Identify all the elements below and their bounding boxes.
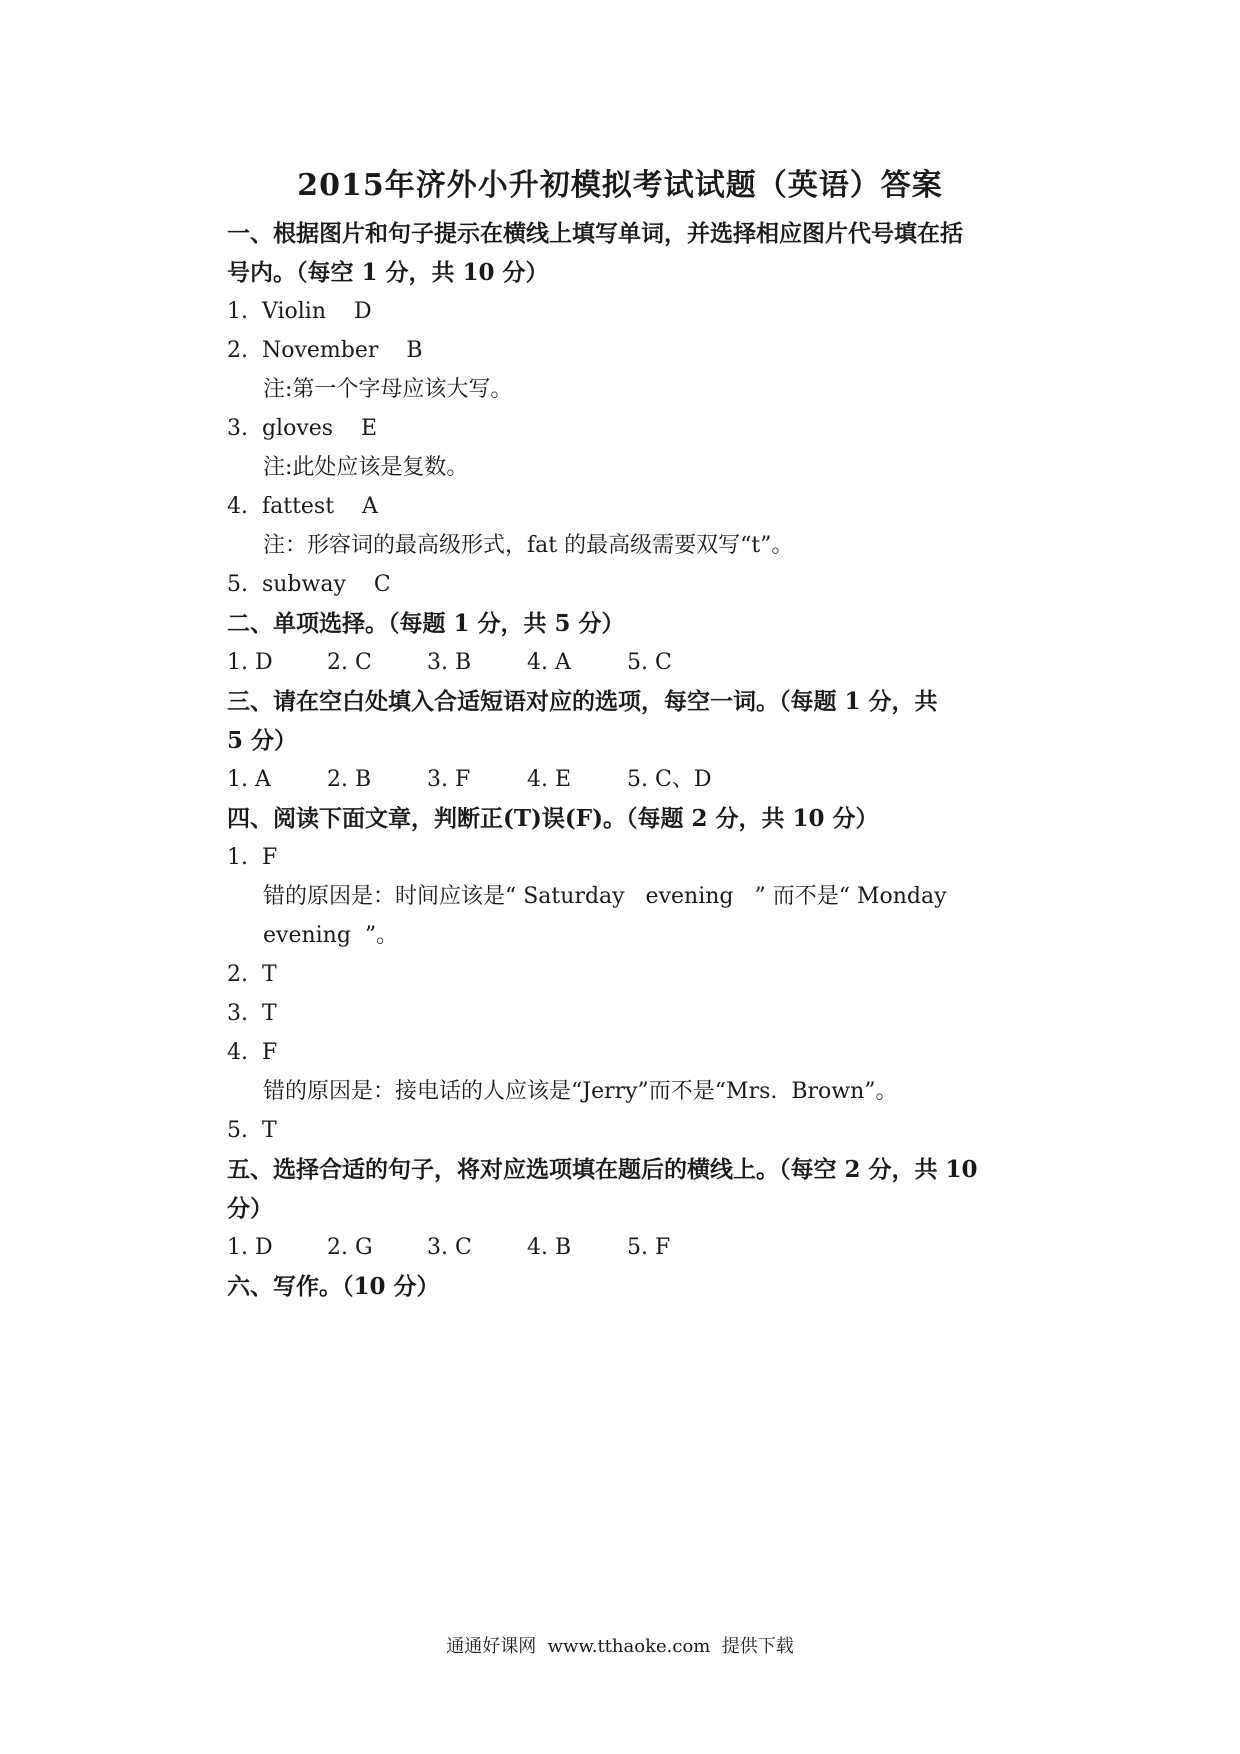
section-2-answer-4: 4. A xyxy=(527,650,571,675)
section-1-item-4: 4. fattest A xyxy=(227,494,378,519)
page-title: 2015年济外小升初模拟考试试题（英语）答案 xyxy=(297,168,943,203)
section-1-item-5: 5. subway C xyxy=(227,572,391,597)
section-3-answers xyxy=(227,760,997,799)
section-3-heading-line-1: 三、请在空白处填入合适短语对应的选项，每空一词。（每题 1 分，共 xyxy=(227,688,938,715)
section-5-heading-line-2: 分） xyxy=(227,1195,273,1222)
section-4-item-1: 1. F xyxy=(227,845,278,870)
section-1-heading-line-2: 号内。（每空 1 分，共 10 分） xyxy=(227,259,549,286)
section-4-item-4: 4. F xyxy=(227,1040,278,1065)
section-2-answer-1: 1. D xyxy=(227,650,273,675)
section-4-item-1-note-line-1: 错的原因是：时间应该是“ Saturday evening ” 而不是“ Monday xyxy=(263,884,947,909)
section-1-item-3-note: 注:此处应该是复数。 xyxy=(263,455,469,480)
section-3-answer-4: 4. E xyxy=(527,767,572,792)
section-1-heading-line-1: 一、根据图片和句子提示在横线上填写单词，并选择相应图片代号填在括 xyxy=(227,220,963,247)
section-6-heading: 六、写作。（10 分） xyxy=(227,1273,440,1300)
section-5-answer-3: 3. C xyxy=(427,1235,472,1260)
section-3-answer-3: 3. F xyxy=(427,767,471,792)
section-1-item-2: 2. November B xyxy=(227,338,423,363)
section-5-answer-2: 2. G xyxy=(327,1235,373,1260)
section-5-answer-4: 4. B xyxy=(527,1235,572,1260)
footer-source-note: 通通好课网 www.tthaoke.com 提供下载 xyxy=(446,1636,794,1657)
section-3-answer-1: 1. A xyxy=(227,767,271,792)
section-4-item-4-note: 错的原因是：接电话的人应该是“Jerry”而不是“Mrs. Brown”。 xyxy=(263,1079,898,1104)
section-5-answer-5: 5. F xyxy=(627,1235,671,1260)
answer-content xyxy=(227,214,997,1306)
section-1-item-4-note: 注：形容词的最高级形式，fat 的最高级需要双写“t”。 xyxy=(263,533,794,558)
section-2-answer-2: 2. C xyxy=(327,650,372,675)
section-4-item-1-note-line-2: evening ”。 xyxy=(263,923,399,948)
section-2-answers xyxy=(227,643,997,682)
section-5-answer-1: 1. D xyxy=(227,1235,273,1260)
section-2-answer-5: 5. C xyxy=(627,650,672,675)
section-3-answer-5: 5. C、D xyxy=(627,767,712,792)
section-3-answer-2: 2. B xyxy=(327,767,372,792)
section-1-item-1: 1. Violin D xyxy=(227,299,372,324)
section-4-item-2: 2. T xyxy=(227,962,277,987)
section-3-heading-line-2: 5 分） xyxy=(227,727,298,754)
section-1-item-2-note: 注:第一个字母应该大写。 xyxy=(263,377,513,402)
section-5-heading-line-1: 五、选择合适的句子，将对应选项填在题后的横线上。（每空 2 分，共 10 xyxy=(227,1156,978,1183)
section-4-heading: 四、阅读下面文章，判断正(T)误(F)。（每题 2 分，共 10 分） xyxy=(227,805,879,832)
section-2-answer-3: 3. B xyxy=(427,650,472,675)
section-1-item-3: 3. gloves E xyxy=(227,416,378,441)
section-4-item-3: 3. T xyxy=(227,1001,277,1026)
section-2-heading: 二、单项选择。（每题 1 分，共 5 分） xyxy=(227,610,625,637)
section-4-item-5: 5. T xyxy=(227,1118,277,1143)
section-5-answers xyxy=(227,1228,997,1267)
